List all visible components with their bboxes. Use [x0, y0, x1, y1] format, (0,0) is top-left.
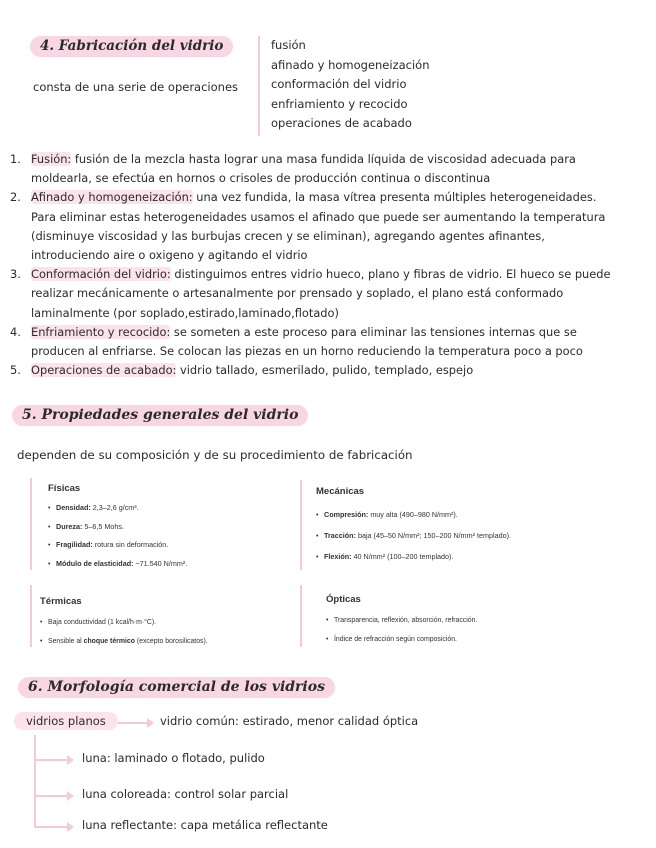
mecanicas-title: Mecánicas — [316, 486, 365, 497]
arrow-first — [118, 722, 152, 724]
step-number: 3. — [10, 267, 21, 282]
section-5-title: 5. Propiedades generales del vidrio — [12, 405, 308, 426]
branch-first: vidrio común: estirado, menor calidad óptica — [160, 714, 419, 728]
step-item — [10, 188, 622, 265]
mecanicas-list — [316, 504, 616, 567]
termicas-box — [40, 596, 290, 651]
op-item: afinado y homogeneización — [271, 57, 430, 72]
fisicas-title: Físicas — [48, 483, 81, 494]
section-4-title: 4. Fabricación del vidrio — [30, 36, 233, 57]
section-5-intro: dependen de su composición y de su procedimiento de fabricación — [17, 448, 413, 462]
branch-item: luna reflectante: capa metálica reflectante — [82, 818, 328, 832]
step-text: distinguimos entres vidrio hueco, plano y fibras de vidrio. El hueco se puede — [170, 267, 611, 282]
branch-item: luna coloreada: control solar parcial — [82, 787, 289, 801]
step-item — [10, 361, 622, 380]
step-item — [10, 150, 622, 188]
step-text: (disminuye viscosidad y las burbujas crecen y se eliminan), agregando agentes afinantes, — [31, 228, 545, 243]
step-label: Conformación del vidrio: — [31, 267, 171, 282]
opticas-bar — [300, 585, 302, 647]
branch-item: luna: laminado o flotado, pulido — [82, 751, 265, 765]
step-number: 1. — [10, 152, 21, 166]
op-item: conformación del vidrio — [271, 77, 407, 91]
step-label: Enfriamiento y recocido: — [31, 324, 171, 339]
fisicas-item: • Fragilidad: rotura sin deformación. — [48, 536, 278, 555]
step-text: vidrio tallado, esmerilado, pulido, templado, espejo — [176, 363, 474, 378]
opticas-title: Ópticas — [326, 594, 361, 605]
step-text: producen al enfriarse. Se colocan las piezas en un horno reduciendo la temperatura poco a poco — [31, 344, 583, 359]
opticas-item: • Transparencia, reflexión, absorción, refracción. — [326, 611, 616, 630]
mecanicas-item: • Flexión: 40 N/mm² (100–200 templado). — [316, 546, 616, 567]
root-node: vidrios planos — [14, 712, 118, 730]
termicas-item: • Sensible al choque térmico (excepto borosilicatos). — [40, 632, 290, 651]
section-6-title: 6. Morfología comercial de los vidrios — [18, 677, 335, 698]
branch-trunk — [34, 735, 36, 828]
step-text: laminalmente (por soplado,estirado,laminado,flotado) — [31, 305, 339, 320]
step-label: Fusión: — [31, 152, 72, 166]
arrow-branch — [34, 759, 72, 761]
opticas-list — [326, 611, 616, 649]
termicas-title: Térmicas — [40, 596, 82, 607]
op-item: operaciones de acabado — [271, 116, 412, 130]
step-text: introduciendo aire o oxigeno y agitando el vidrio — [31, 248, 308, 263]
step-text: fusión de la mezcla hasta lograr una masa fundida líquida de viscosidad adecuada para — [71, 152, 576, 166]
op-item: fusión — [271, 38, 306, 52]
fisicas-box — [48, 483, 278, 573]
section-4-bracket — [258, 36, 260, 136]
termicas-list — [40, 613, 290, 651]
step-text: se someten a este proceso para eliminar las tensiones internas que se — [170, 324, 577, 339]
step-text: realizar mecánicamente o artesanalmente por prensado y soplado, el plano está conformado — [31, 286, 564, 301]
fisicas-item: • Dureza: 5–6,5 Mohs. — [48, 518, 278, 537]
arrow-branch — [34, 826, 72, 828]
step-text: Para eliminar estas heterogeneidades usamos el afinado que puede ser aumentando la temperatura — [31, 209, 606, 224]
fisicas-item: • Módulo de elasticidad: ~71.540 N/mm². — [48, 555, 278, 574]
op-item: enfriamiento y recocido — [271, 96, 408, 111]
mecanicas-item: • Compresión: muy alta (490–980 N/mm²). — [316, 504, 616, 525]
opticas-box — [326, 594, 616, 649]
fabrication-steps — [10, 150, 622, 380]
step-item — [10, 323, 622, 361]
arrow-branch — [34, 795, 72, 797]
fisicas-list — [48, 499, 278, 573]
fisicas-item: • Densidad: 2,3–2,6 g/cm³. — [48, 499, 278, 518]
step-number: 5. — [10, 363, 21, 378]
step-text: una vez fundida, la masa vítrea presenta múltiples heterogeneidades. — [192, 190, 597, 205]
step-label: Operaciones de acabado: — [31, 363, 177, 378]
section-4-left-text: consta de una serie de operaciones — [33, 80, 239, 94]
mecanicas-item: • Tracción: baja (45–50 N/mm²; 150–200 N/mm² templado). — [316, 525, 616, 546]
step-number: 2. — [10, 190, 21, 205]
mecanicas-box — [316, 486, 616, 567]
operations-list — [271, 36, 430, 134]
termicas-item: • Baja conductividad (1 kcal/h·m·°C). — [40, 613, 290, 632]
fisicas-bar — [30, 478, 32, 570]
mecanicas-bar — [300, 480, 302, 570]
step-item — [10, 265, 622, 323]
step-label: Afinado y homogeneización: — [31, 190, 193, 205]
step-text: moldearla, se efectúa en hornos o crisoles de producción continua o discontinua — [31, 171, 491, 186]
termicas-bar — [30, 585, 32, 647]
opticas-item: • Índice de refracción según composición. — [326, 630, 616, 649]
step-number: 4. — [10, 324, 21, 339]
